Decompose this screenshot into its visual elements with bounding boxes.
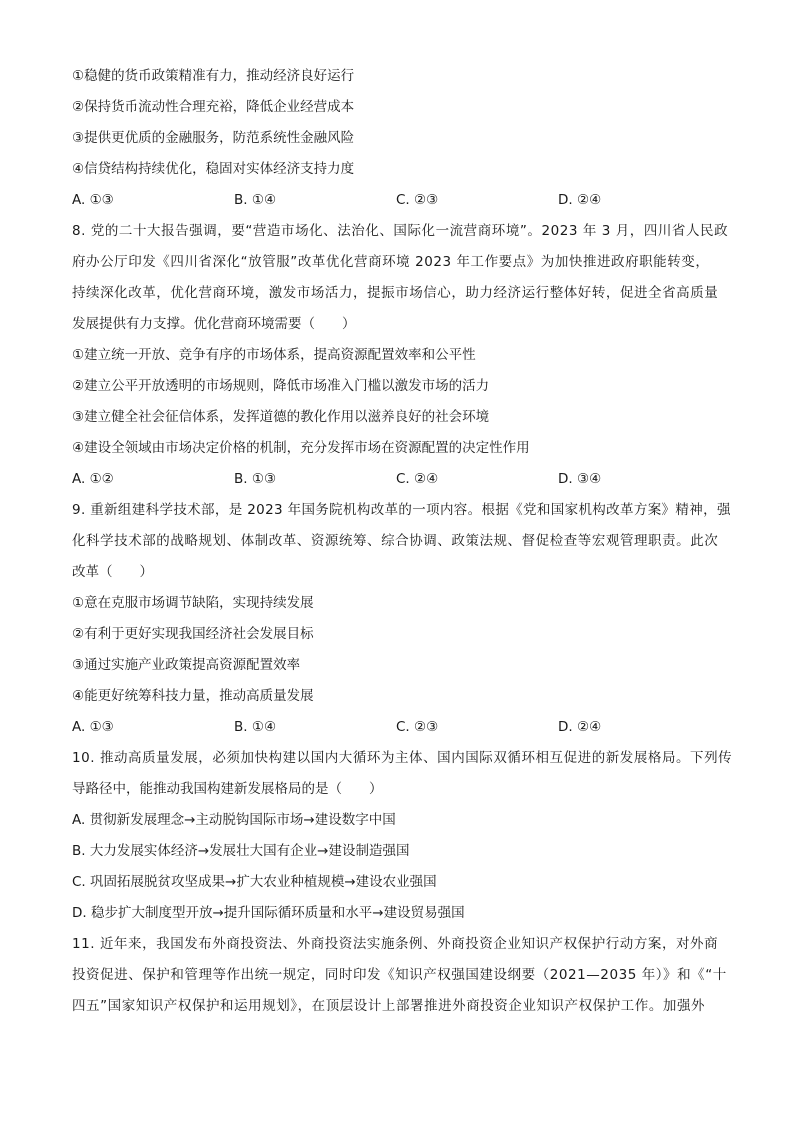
q9-stem-line-3: 改革（ ） [72,564,153,580]
q7-item-3: ③提供更优质的金融服务，防范系统性金融风险 [72,130,355,146]
q9-stem-line-1: 9. 重新组建科学技术部，是 2023 年国务院机构改革的一项内容。根据《党和国家机构改革方案》精神，强 [72,502,731,518]
q9-item-2: ②有利于更好实现我国经济社会发展目标 [72,626,314,642]
q8-item-3: ③建立健全社会征信体系，发挥道德的教化作用以滋养良好的社会环境 [72,409,490,425]
q8-stem-line-2: 府办公厅印发《四川省深化“放管服”改革优化营商环境 2023 年工作要点》为加快推进政府职能转变， [72,254,710,270]
q9-item-1: ①意在克服市场调节缺陷，实现持续发展 [72,595,314,611]
q10-choice-d: D. 稳步扩大制度型开放→提升国际循环质量和水平→建设贸易强国 [72,905,465,921]
q9-option-a: A. ①③ [72,719,114,735]
q11-stem-line-1: 11. 近年来，我国发布外商投资法、外商投资法实施条例、外商投资企业知识产权保护行动方案，对外商 [72,936,719,952]
q7-item-4: ④信贷结构持续优化，稳固对实体经济支持力度 [72,161,355,177]
q9-option-b: B. ①④ [234,719,277,735]
q9-item-4: ④能更好统筹科技力量，推动高质量发展 [72,688,314,704]
q10-stem-line-1: 10. 推动高质量发展，必须加快构建以国内大循环为主体、国内国际双循环相互促进的新发展格局。下列传 [72,750,733,766]
q7-item-1: ①稳健的货币政策精准有力，推动经济良好运行 [72,68,355,84]
q8-item-1: ①建立统一开放、竞争有序的市场体系，提高资源配置效率和公平性 [72,347,476,363]
q8-stem-line-4: 发展提供有力支撑。优化营商环境需要（ ） [72,316,356,332]
q8-option-a: A. ①② [72,471,114,487]
q10-stem-line-2: 导路径中，能推动我国构建新发展格局的是（ ） [72,781,383,797]
q7-option-a: A. ①③ [72,192,114,208]
q8-stem-line-3: 持续深化改革，优化营商环境，激发市场活力，提振市场信心，助力经济运行整体好转，促进全省高质量 [72,285,719,301]
q9-item-3: ③通过实施产业政策提高资源配置效率 [72,657,301,673]
q8-option-d: D. ③④ [558,471,602,487]
q8-item-4: ④建设全领域由市场决定价格的机制，充分发挥市场在资源配置的决定性作用 [72,440,530,456]
q9-option-d: D. ②④ [558,719,602,735]
q7-item-2: ②保持货币流动性合理充裕，降低企业经营成本 [72,99,355,115]
q7-option-c: C. ②③ [396,192,439,208]
q10-choice-c: C. 巩固拓展脱贫攻坚成果→扩大农业种植规模→建设农业强国 [72,874,437,890]
q10-choice-b: B. 大力发展实体经济→发展壮大国有企业→建设制造强国 [72,843,410,859]
q8-stem-line-1: 8. 党的二十大报告强调，要“营造市场化、法治化、国际化一流营商环境”。2023 年 3 月，四川省人民政 [72,223,729,239]
q7-option-d: D. ②④ [558,192,602,208]
q7-option-b: B. ①④ [234,192,277,208]
q8-option-b: B. ①③ [234,471,277,487]
q10-choice-a: A. 贯彻新发展理念→主动脱钩国际市场→建设数字中国 [72,812,396,828]
q11-stem-line-2: 投资促进、保护和管理等作出统一规定，同时印发《知识产权强国建设纲要（2021—2035 年）》和《“十 [72,967,727,983]
q9-option-c: C. ②③ [396,719,439,735]
q9-stem-line-2: 化科学技术部的战略规划、体制改革、资源统筹、综合协调、政策法规、督促检查等宏观管理职责。此次 [72,533,719,549]
q8-item-2: ②建立公平开放透明的市场规则，降低市场准入门槛以激发市场的活力 [72,378,490,394]
q11-stem-line-3: 四五”国家知识产权保护和运用规划》，在顶层设计上部署推进外商投资企业知识产权保护工作。加强外 [72,998,706,1014]
q8-option-c: C. ②④ [396,471,439,487]
